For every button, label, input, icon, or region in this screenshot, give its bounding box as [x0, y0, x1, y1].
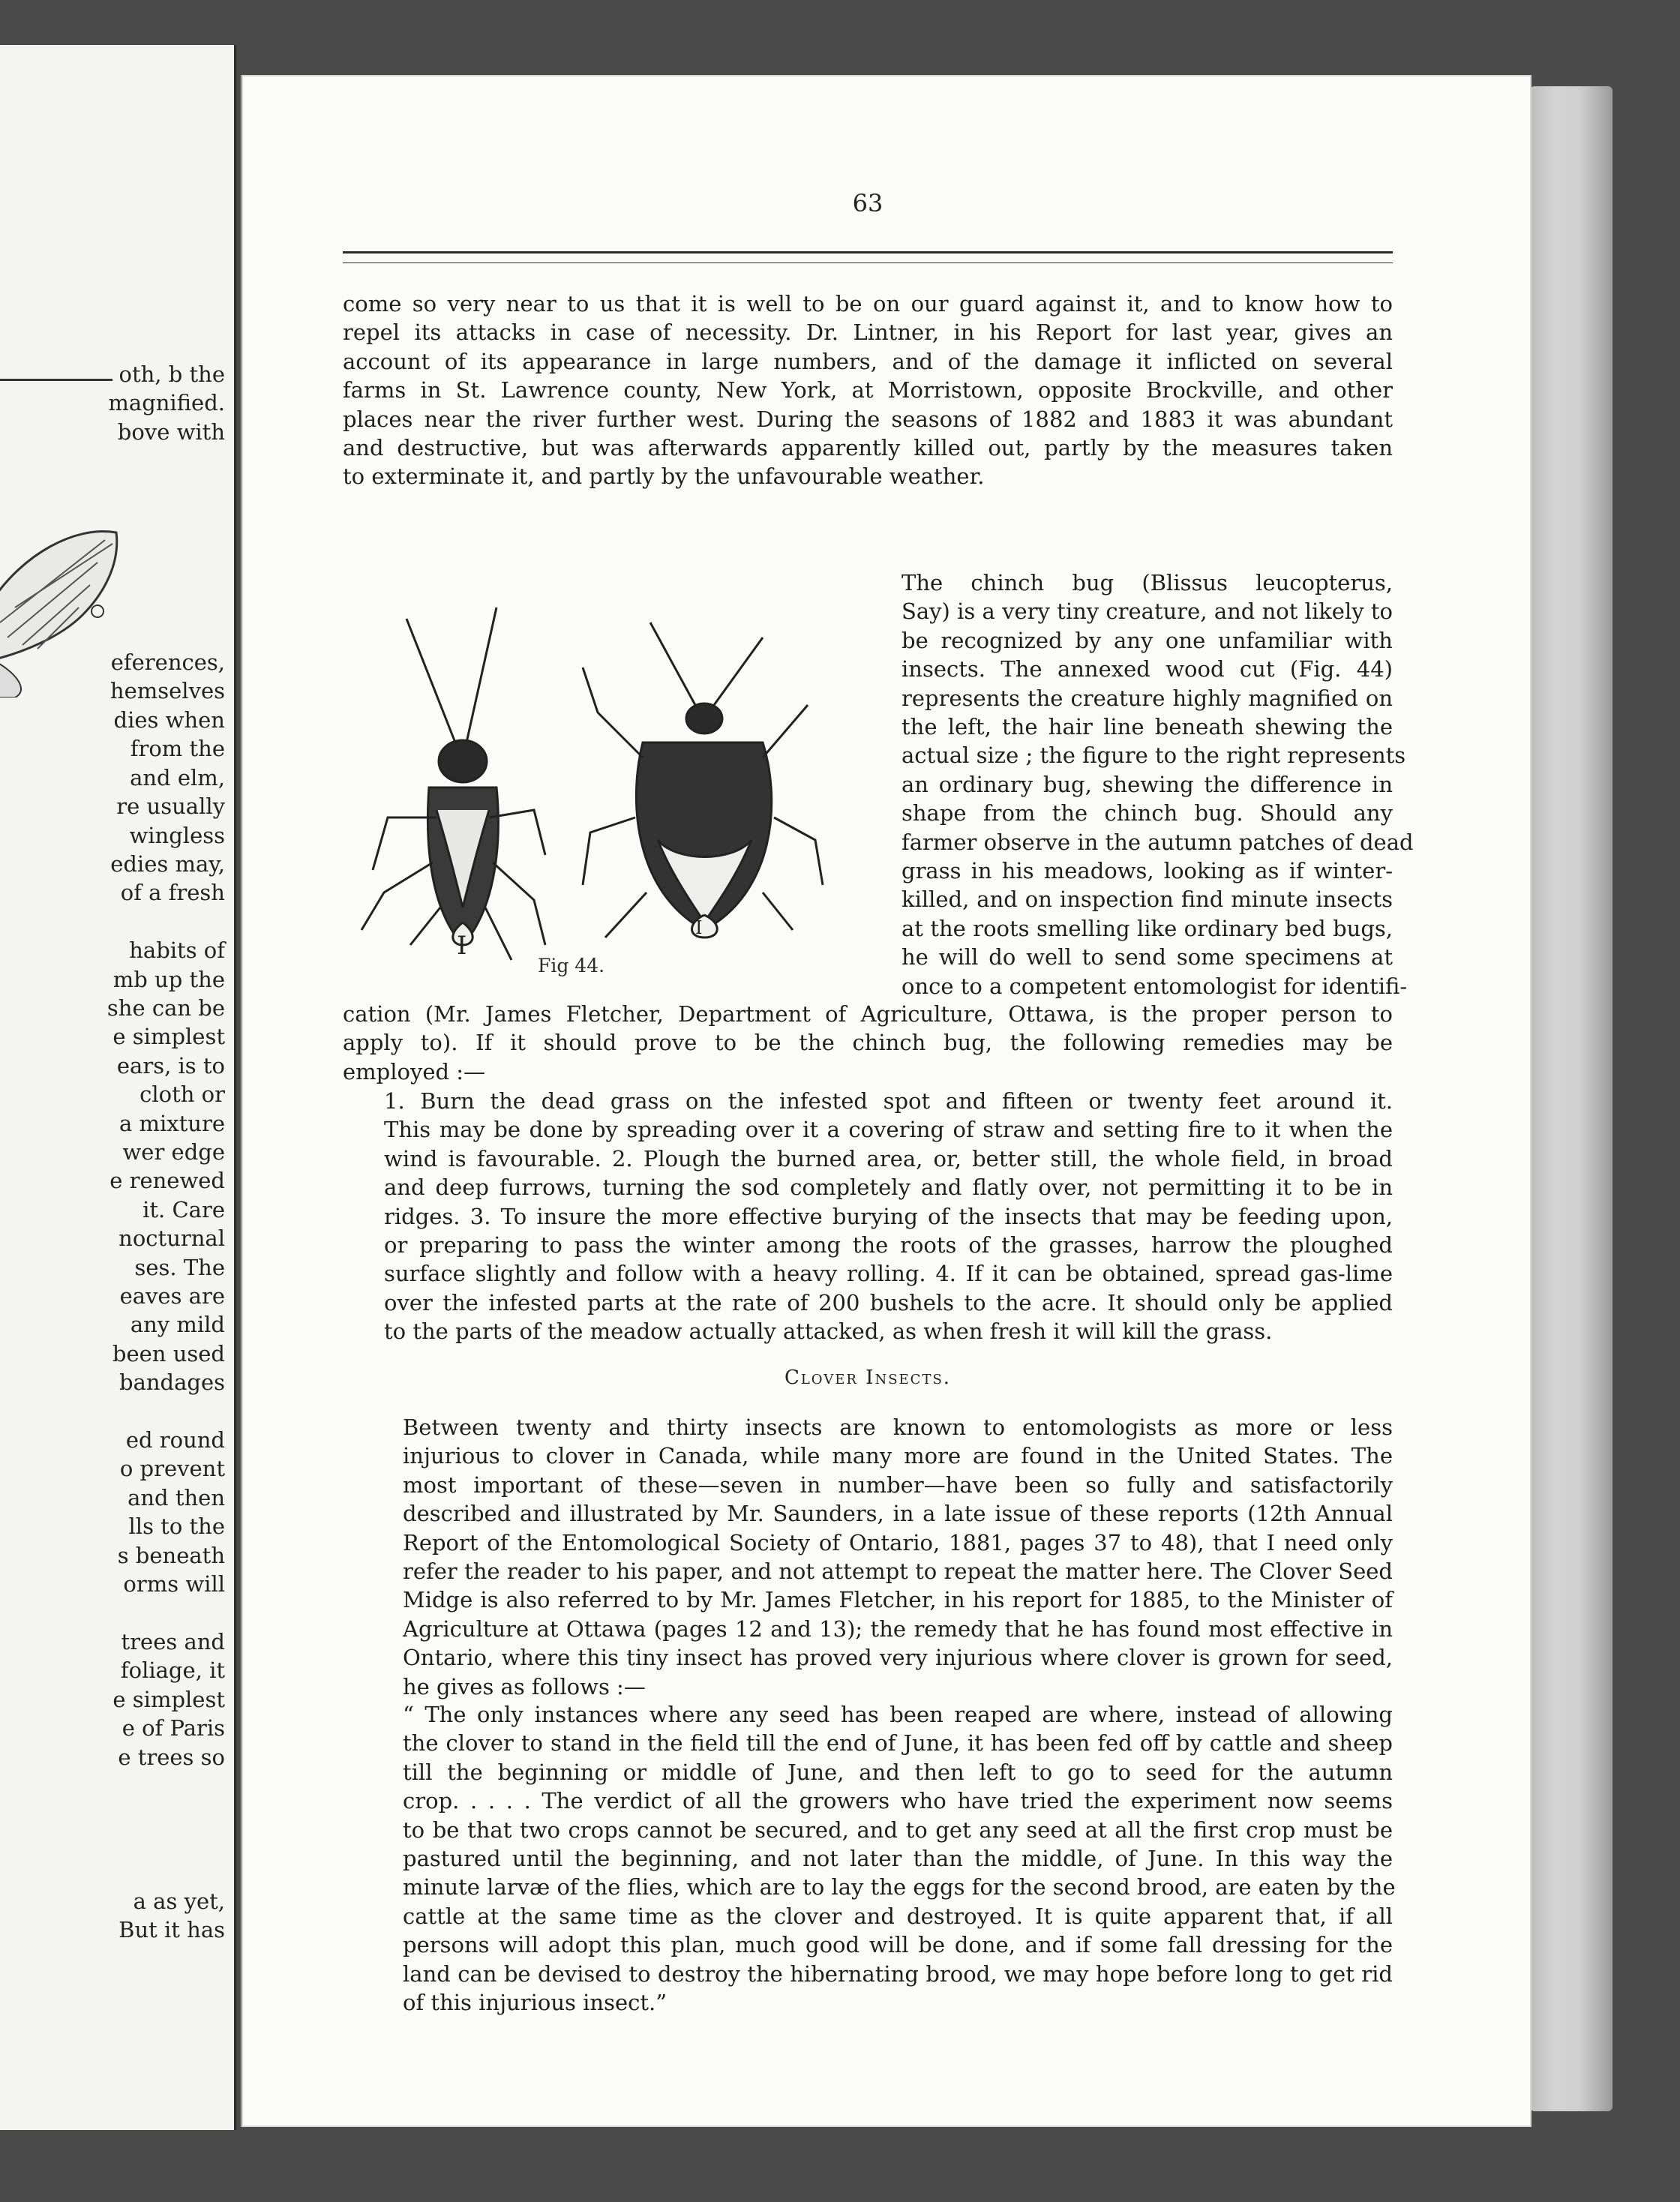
text-line: an ordinary bug, shewing the difference in: [902, 771, 1393, 797]
paragraph-clover-insects: [343, 1413, 1393, 1701]
left-page-line: e trees so: [118, 1744, 225, 1770]
text-line: employed :—: [343, 1058, 486, 1084]
text-line: he gives as follows :—: [403, 1673, 646, 1700]
left-page-line: of a fresh: [120, 880, 225, 906]
left-page-line: [0, 476, 225, 504]
page-number: 63: [852, 189, 884, 218]
left-page-line: [0, 1397, 225, 1426]
text-line: land can be devised to destroy the hibernating brood, we may hope before long to get rid: [403, 1960, 1393, 1987]
left-page-line: lls to the: [128, 1514, 225, 1540]
left-page-line: oth, b the: [118, 362, 225, 387]
text-line: Ontario, where this tiny insect has proved very injurious where clover is grown for seed,: [403, 1645, 1393, 1671]
left-page-line: mb up the: [112, 966, 225, 992]
left-page-line: [0, 1772, 225, 1800]
page-edge-shadow: [1530, 86, 1612, 2111]
left-page-line: habits of: [129, 938, 225, 964]
left-page-line: from the: [130, 736, 225, 762]
left-page-line: ses. The: [134, 1254, 225, 1280]
left-page-line: [0, 446, 225, 475]
text-line: The chinch bug (Blissus leucopterus,: [902, 570, 1393, 596]
left-page-line: e simplest: [112, 1686, 225, 1712]
text-line: “ The only instances where any seed has been reaped are where, instead of allowing: [403, 1702, 1393, 1727]
left-page-line: [0, 1598, 225, 1627]
text-line: described and illustrated by Mr. Saunders, in a late issue of these reports (12th Annual: [403, 1501, 1393, 1527]
left-page-line: ears, is to: [116, 1052, 225, 1078]
left-page-line: e simplest: [112, 1024, 225, 1050]
text-line: come so very near to us that it is well to be on our guard against it, and to know how to: [343, 291, 1393, 316]
left-page-line: bove with: [117, 418, 225, 445]
left-page-line: e renewed: [110, 1168, 225, 1194]
text-line: at the roots smelling like ordinary bed bugs,: [902, 915, 1393, 941]
left-page-line: dies when: [113, 706, 225, 733]
figure-caption: Fig 44.: [538, 955, 605, 976]
left-page-line: orms will: [123, 1571, 225, 1598]
chinch-bug-drawing: [362, 608, 545, 960]
text-line: or preparing to pass the winter among the roots of the grasses, harrow the ploughed: [384, 1232, 1393, 1258]
left-page-line: eferences,: [110, 650, 225, 676]
left-page-line: ed round: [125, 1427, 225, 1454]
paragraph-chinch-bug-continuation: [343, 1000, 1393, 1086]
left-page-line: and then: [128, 1484, 225, 1510]
left-page-line: eaves are: [119, 1283, 225, 1309]
left-page-line: [0, 908, 225, 936]
left-page-line: been used: [112, 1340, 225, 1366]
text-line: Say) is a very tiny creature, and not likely to: [902, 598, 1393, 625]
text-line: injurious to clover in Canada, while many more are found in the United States. The: [403, 1443, 1393, 1469]
text-line: places near the river further west. During the seasons of 1882 and 1883 it was abundant: [343, 406, 1393, 432]
text-line: Midge is also referred to by Mr. James Fletcher, in his report for 1885, to the Minister of: [403, 1587, 1393, 1613]
text-line: over the infested parts at the rate of 200 bushels to the acre. It should only be applied: [384, 1289, 1393, 1316]
ordinary-bug-drawing: [583, 622, 823, 938]
text-line: insects. The annexed wood cut (Fig. 44): [902, 656, 1393, 682]
text-line: the clover to stand in the field till the end of June, it has been fed off by cattle and sheep: [403, 1730, 1393, 1756]
left-page-line: cloth or: [140, 1082, 225, 1108]
left-page-line: [0, 1858, 225, 1886]
text-line: to exterminate it, and partly by the unfavourable weather.: [343, 464, 985, 490]
left-page-line: and elm,: [130, 764, 225, 790]
text-line: repel its attacks in case of necessity. Dr. Lintner, in his Report for last year, gives an: [343, 320, 1393, 346]
text-line: pastured until the beginning, and not later than the middle, of June. In this way the: [403, 1846, 1393, 1872]
text-line: and destructive, but was afterwards apparently killed out, partly by the measures taken: [343, 435, 1393, 461]
left-page-line: wer edge: [122, 1138, 225, 1165]
left-page-line: she can be: [106, 994, 225, 1021]
section-heading-clover-insects: Clover Insects.: [784, 1366, 952, 1389]
text-line: the left, the hair line beneath shewing the: [902, 714, 1393, 740]
paragraph-remedies: [343, 1087, 1393, 1346]
text-line: surface slightly and follow with a heavy rolling. 4. If it can be obtained, spread gas-lime: [384, 1261, 1393, 1287]
text-line: refer the reader to his paper, and not attempt to repeat the matter here. The Clover Seed: [403, 1558, 1393, 1585]
left-page-line: nocturnal: [118, 1226, 225, 1252]
text-line: to be that two crops cannot be secured, and to get any seed at all the first crop must be: [403, 1816, 1393, 1843]
left-page-line: edies may,: [110, 850, 225, 877]
left-page-line: bandages: [119, 1370, 225, 1396]
text-line: to the parts of the meadow actually attacked, as when fresh it will kill the grass.: [384, 1318, 1273, 1345]
text-line: apply to). If it should prove to be the chinch bug, the following remedies may be: [343, 1030, 1393, 1056]
figure-44-chinch-bug-illustration: [343, 592, 838, 975]
left-page-line: trees and: [121, 1628, 225, 1654]
text-line: actual size ; the figure to the right represents: [902, 742, 1406, 769]
left-page-line: a mixture: [119, 1110, 225, 1136]
header-double-rule: [343, 251, 1393, 263]
text-line: shape from the chinch bug. Should any: [902, 800, 1393, 826]
text-line: farmer observe in the autumn patches of dead: [902, 829, 1414, 855]
left-page-line: [0, 1829, 225, 1858]
text-line: Between twenty and thirty insects are known to entomologists as more or less: [403, 1414, 1393, 1440]
text-line: ridges. 3. To insure the more effective burying of the insects that may be feeding upon,: [384, 1203, 1393, 1229]
book-page: [240, 75, 1532, 2127]
paragraph-chinch-bug-description: [849, 568, 1414, 1000]
text-line: most important of these—seven in number—have been so fully and satisfactorily: [403, 1472, 1393, 1498]
text-line: of this injurious insect.”: [403, 1990, 668, 2016]
text-line: crop. . . . . The verdict of all the growers who have tried the experiment now seems: [403, 1788, 1393, 1814]
text-line: be recognized by any one unfamiliar with: [902, 627, 1393, 653]
left-page-line: [0, 1800, 225, 1828]
text-line: 1. Burn the dead grass on the infested spot and fifteen or twenty feet around it.: [384, 1088, 1393, 1114]
text-line: Agriculture at Ottawa (pages 12 and 13); the remedy that he has found most effective in: [403, 1616, 1393, 1642]
text-line: wind is favourable. 2. Plough the burned area, or, better still, the whole field, in broad: [384, 1145, 1393, 1172]
text-line: minute larvæ of the flies, which are to lay the eggs for the second brood, are eaten by the: [403, 1874, 1396, 1900]
text-line: Report of the Entomological Society of Ontario, 1881, pages 37 to 48), that I need only: [403, 1529, 1393, 1556]
left-page-line: it. Care: [142, 1196, 225, 1222]
previous-page-fragment: [0, 45, 236, 2130]
paragraph-quotation: [343, 1700, 1396, 2017]
left-page-line: a as yet,: [133, 1888, 225, 1914]
paragraph-intro: [343, 290, 1393, 491]
text-line: persons will adopt this plan, much good will be done, and if some fall dressing for the: [403, 1932, 1393, 1958]
left-page-line: s beneath: [117, 1542, 225, 1568]
text-line: once to a competent entomologist for identifi-: [902, 973, 1408, 999]
left-page-line: foliage, it: [120, 1658, 225, 1684]
text-line: account of its appearance in large numbers, and of the damage it inflicted on several: [343, 348, 1393, 374]
left-page-line: o prevent: [119, 1456, 225, 1482]
left-page-line: But it has: [118, 1916, 225, 1942]
text-line: farms in St. Lawrence county, New York, at Morristown, opposite Brockville, and other: [343, 377, 1393, 404]
text-line: cattle at the same time as the clover and destroyed. It is quite apparent that, if all: [403, 1903, 1393, 1929]
text-line: This may be done by spreading over it a covering of straw and setting fire to it when the: [384, 1117, 1393, 1143]
left-page-line: any mild: [130, 1312, 225, 1338]
text-line: till the beginning or middle of June, and then left to go to seed for the autumn: [403, 1759, 1393, 1785]
text-line: killed, and on inspection find minute insects: [902, 886, 1393, 913]
text-line: and deep furrows, turning the sod completely and flatly over, not permitting it to be in: [384, 1174, 1393, 1201]
text-line: represents the creature highly magnified on: [902, 685, 1393, 711]
moth-wing-illustration: [0, 510, 120, 698]
scale-mark-right: I: [695, 917, 703, 938]
left-page-line: e of Paris: [122, 1715, 225, 1742]
left-page-line: wingless: [129, 822, 225, 848]
text-line: he will do well to send some specimens at: [902, 944, 1393, 970]
text-line: cation (Mr. James Fletcher, Department of Agriculture, Ottawa, is the proper person to: [343, 1001, 1393, 1027]
left-page-line: re usually: [116, 794, 225, 820]
left-page-line: magnified.: [108, 390, 225, 416]
left-page-line: hemselves: [110, 678, 225, 704]
text-line: grass in his meadows, looking as if winter-: [902, 858, 1393, 884]
scale-mark-left: I: [457, 931, 467, 961]
